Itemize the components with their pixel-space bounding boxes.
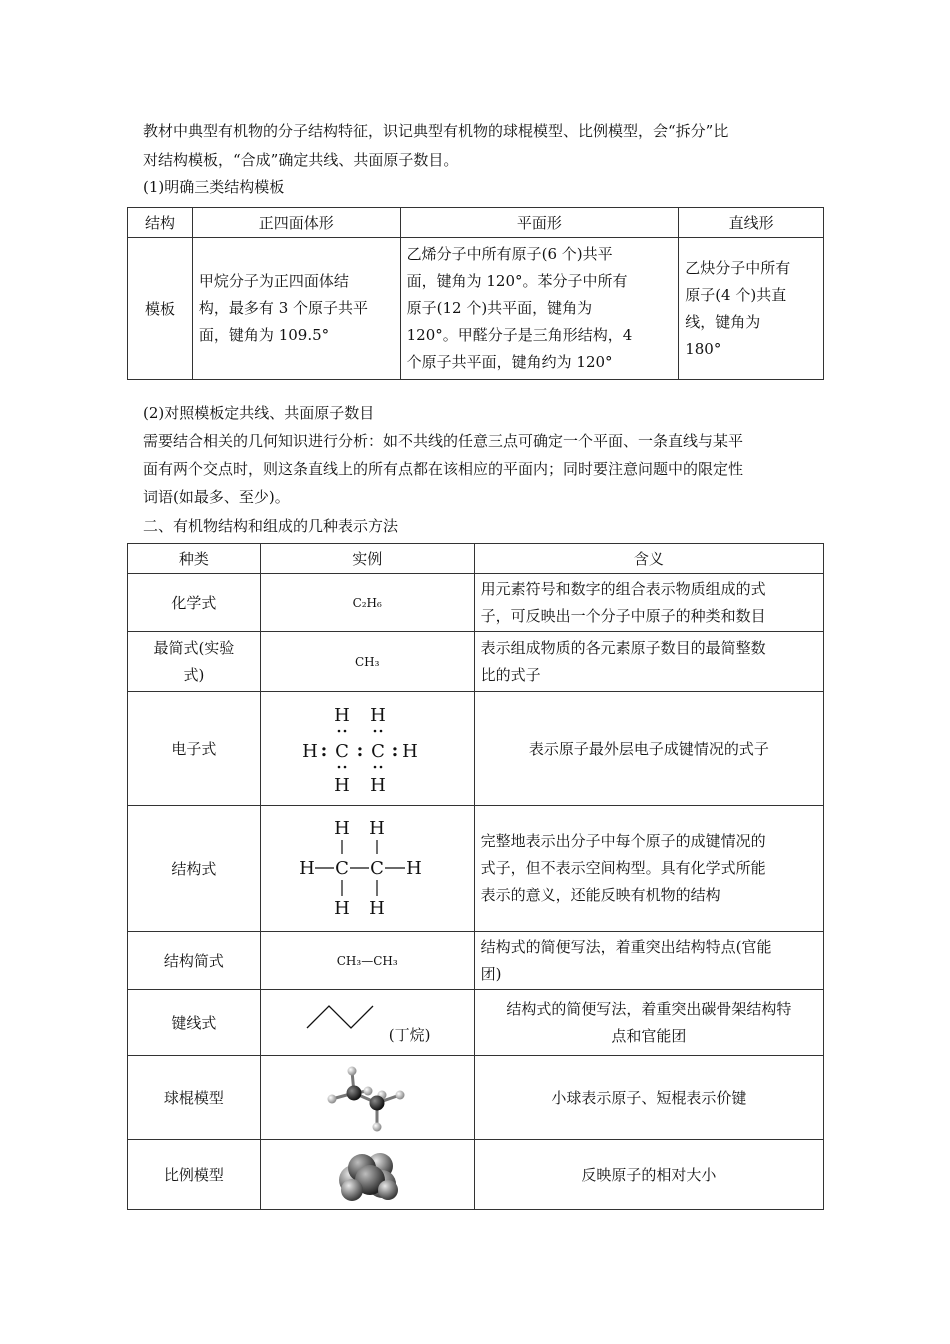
type-condensed-formula: 结构简式 — [128, 932, 261, 990]
meaning-structural-formula — [474, 806, 823, 932]
header-structure: 结构 — [128, 208, 193, 238]
type-chemical-formula: 化学式 — [128, 574, 261, 632]
planar-line: 120°。甲醛分子是三角形结构，4 — [406, 326, 633, 344]
meaning-line: 比的式子 — [480, 665, 541, 684]
meaning-simplest-formula — [474, 632, 823, 692]
example-structural-formula — [260, 806, 474, 932]
electron-dot-diagram — [297, 699, 437, 799]
space-filling-model-image — [332, 1146, 402, 1204]
linear-line: 乙炔分子中所有 — [685, 258, 791, 277]
example-skeletal-formula — [260, 990, 474, 1056]
meaning-line: 用元素符号和数字的组合表示物质组成的式 — [480, 579, 766, 598]
row-label-template: 模板 — [128, 238, 193, 380]
type-line: 最简式(实验 — [153, 638, 235, 657]
planar-line: 乙烯分子中所有原子(6 个)共平 — [406, 245, 613, 263]
example-electron-formula — [260, 692, 474, 806]
meaning-line: 表示的意义，还能反映有机物的结构 — [480, 886, 721, 904]
electron-pair: : — [356, 739, 364, 761]
meaning-condensed-formula — [474, 932, 823, 990]
header-example: 实例 — [260, 544, 474, 574]
atom-h: H — [334, 774, 351, 796]
atom-c: C — [335, 740, 350, 762]
intro-line-1: 教材中典型有机物的分子结构特征，识记典型有机物的球棍模型、比例模型，会“拆分”比 — [143, 122, 729, 140]
example-chemical-formula: C₂H₆ — [260, 574, 474, 632]
representation-table — [127, 543, 824, 1210]
cell-linear — [679, 238, 824, 380]
meaning-line: 表示组成物质的各元素原子数目的最简整数 — [480, 638, 766, 657]
meaning-ball-stick-model: 小球表示原子、短棍表示价键 — [474, 1056, 823, 1140]
type-skeletal-formula: 键线式 — [128, 990, 261, 1056]
heading-templates: (1)明确三类结构模板 — [143, 178, 285, 196]
atom-h: H — [370, 774, 387, 796]
type-simplest-formula — [128, 632, 261, 692]
header-linear: 直线形 — [679, 208, 824, 238]
example-condensed-formula: CH₃—CH₃ — [260, 932, 474, 990]
tetra-line: 构，最多有 3 个原子共平 — [198, 299, 369, 317]
heading-coplanar: (2)对照模板定共线、共面原子数目 — [143, 404, 375, 422]
atom-h: H — [369, 897, 386, 919]
header-planar: 平面形 — [400, 208, 679, 238]
section2-line-2: 面有两个交点时，则这条直线上的所有点都在该相应的平面内；同时要注意问题中的限定性 — [143, 460, 744, 478]
meaning-line: 团) — [480, 964, 502, 983]
type-structural-formula: 结构式 — [128, 806, 261, 932]
butane-skeleton-diagram — [303, 998, 383, 1038]
header-meaning: 含义 — [474, 544, 823, 574]
meaning-space-filling-model: 反映原子的相对大小 — [474, 1140, 823, 1210]
linear-line: 线，键角为 — [685, 312, 761, 331]
bonds — [315, 840, 405, 896]
linear-line: 原子(4 个)共直 — [685, 285, 787, 304]
type-ball-stick-model: 球棍模型 — [128, 1056, 261, 1140]
cell-tetrahedral — [192, 238, 400, 380]
meaning-skeletal-formula — [474, 990, 823, 1056]
type-space-filling-model: 比例模型 — [128, 1140, 261, 1210]
structure-template-table — [127, 207, 824, 380]
meaning-line: 点和官能团 — [611, 1026, 687, 1045]
atom-h: H — [406, 857, 423, 879]
butane-label: (丁烷) — [388, 1026, 431, 1044]
tetra-line: 面，键角为 109.5° — [198, 326, 330, 344]
electron-pair: : — [320, 739, 328, 761]
atom-h: H — [370, 704, 387, 726]
atom-h: H — [302, 740, 319, 762]
type-electron-formula: 电子式 — [128, 692, 261, 806]
example-space-filling-model — [260, 1140, 474, 1210]
intro-line-2: 对结构模板，“合成”确定共线、共面原子数目。 — [143, 151, 459, 169]
example-ball-stick-model — [260, 1056, 474, 1140]
meaning-line: 式子，但不表示空间构型。具有化学式所能 — [480, 859, 766, 877]
planar-line: 个原子共平面，键角约为 120° — [406, 353, 613, 371]
meaning-line: 子，可反映出一个分子中原子的种类和数目 — [480, 606, 766, 625]
section2-line-1: 需要结合相关的几何知识进行分析：如不共线的任意三点可确定一个平面、一条直线与某平 — [143, 432, 744, 450]
atom-h: H — [299, 857, 316, 879]
section2-line-3: 词语(如最多、至少)。 — [143, 488, 290, 506]
meaning-chemical-formula — [474, 574, 823, 632]
electron-pair: : — [391, 739, 399, 761]
heading-representations: 二、有机物结构和组成的几种表示方法 — [143, 517, 399, 535]
structural-formula-diagram — [297, 814, 437, 924]
linear-line: 180° — [685, 339, 722, 358]
meaning-line: 结构式的简便写法，着重突出碳骨架结构特 — [506, 999, 792, 1018]
header-kind: 种类 — [128, 544, 261, 574]
meaning-line: 结构式的简便写法，着重突出结构特点(官能 — [480, 937, 772, 956]
cell-planar — [400, 238, 679, 380]
atom-c: C — [335, 857, 350, 879]
header-tetrahedral: 正四面体形 — [192, 208, 400, 238]
type-line: 式) — [183, 665, 205, 684]
meaning-line: 完整地表示出分子中每个原子的成键情况的 — [480, 832, 766, 850]
planar-line: 原子(12 个)共平面，键角为 — [406, 299, 593, 317]
atom-h: H — [334, 817, 351, 839]
tetra-line: 甲烷分子为正四面体结 — [198, 272, 349, 290]
planar-line: 面，键角为 120°。苯分子中所有 — [406, 272, 628, 290]
meaning-electron-formula: 表示原子最外层电子成键情况的式子 — [474, 692, 823, 806]
atom-c: C — [370, 857, 385, 879]
atom-c: C — [371, 740, 386, 762]
atom-h: H — [369, 817, 386, 839]
atom-h: H — [334, 897, 351, 919]
atom-h: H — [334, 704, 351, 726]
atom-h: H — [402, 740, 419, 762]
example-simplest-formula: CH₃ — [260, 632, 474, 692]
ball-stick-model-image — [322, 1063, 412, 1133]
